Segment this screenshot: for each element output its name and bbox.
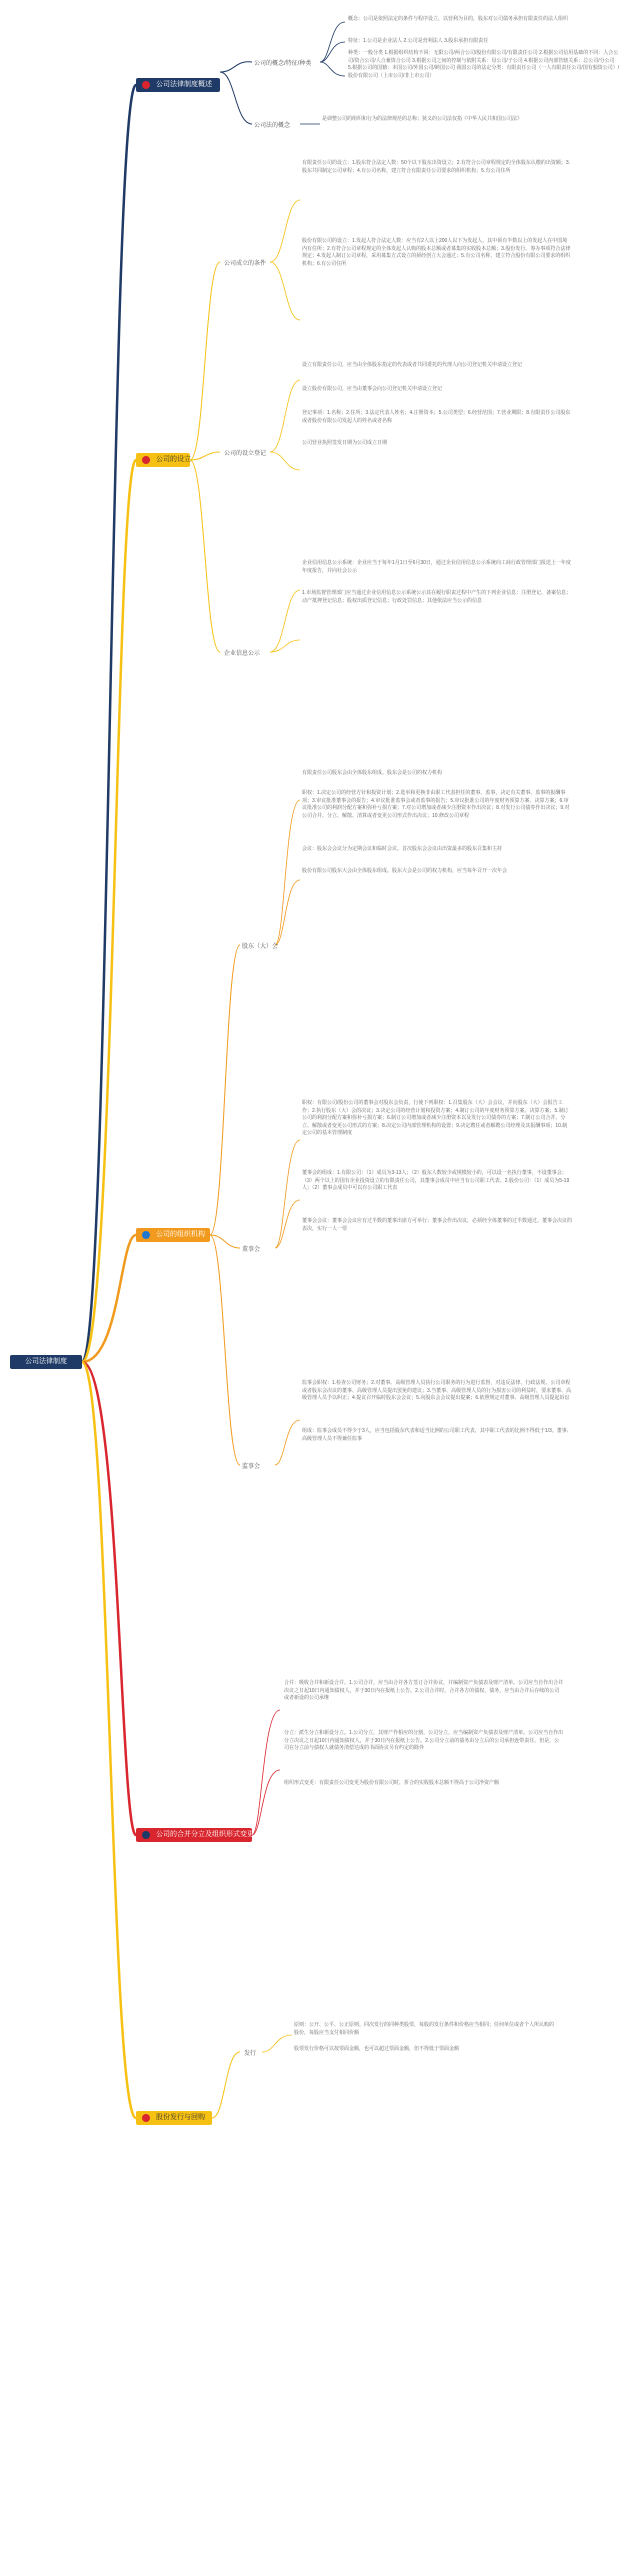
leaf-disclosure-items: 1.市场监督管理部门应当通过企业信用信息公示系统公示其在履行职责过程中产生的下列企业信息：注册登记、备案信息；动产抵押登记信息；股权出质登记信息；行政处罚信息；其他依法应当公示的信息 [302,590,572,604]
leaf-division: 分立：派生分立和新设分立。1.公司分立，其财产作相应的分割。公司分立，应当编制资产负债表及财产清单。公司应当自作出分立决议之日起10日内通知债权人，并于30日内在报纸上公告。2.公司分立前的债务由分立后的公司承担连带责任。但是，公司在分立前与债权人就债务清偿达成的书面协议另有约定的除外 [284,1730,564,1751]
branch-organization[interactable]: 公司的组织机构 [136,1228,210,1242]
leaf-issue-principle: 原则：公开、公平、公正原则。同次发行的同种类股票，每股的发行条件和价格应当相同；任何单位或者个人所认购的股份，每股应当支付相同价额 [294,2022,555,2036]
root-node[interactable]: 公司法律制度 [10,1355,82,1369]
leaf-llc-conditions: 有限责任公司的设立：1.股东符合法定人数：50个以下股东出资设立；2.有符合公司章程规定的全体股东认缴的出资额；3.股东共同制定公司章程；4.有公司名称，建立符合有限责任公司要求的组织机构；5.有公司住所 [302,160,571,174]
leaf-supervisors-composition: 组成：监事会成员不得少于3人，应当包括股东代表和适当比例的公司职工代表，其中职工代表的比例不得低于1/3。董事、高级管理人员不得兼任监事 [302,1428,572,1442]
leaf-concept-definition: 概念：公司是依照法定的条件与程序设立，以营利为目的，股东对公司债务承担有限责任的法人组织 [348,16,569,22]
info-dot-icon [142,2114,150,2122]
sub-node-issue[interactable]: 发行 [244,2051,257,2057]
sub-node-registration[interactable]: 公司的设立登记 [224,451,267,457]
leaf-shareholders-powers: 职权：1.决定公司的经营方针和投资计划；2.选举和更换非由职工代表担任的董事、监事，决定有关董事、监事的报酬事项；3.审议批准董事会的报告；4.审议批准监事会或者监事的报告；5.审议批准公司的年度财务预算方案、决算方案；6.审议批准公司的利润分配方案和弥补亏损方案；7.对公司增加或者减少注册资本作出决议；8.对发行公司债券作出决议；9.对公司合并、分立、解散、清算或者变更公司形式作出决议；10.修改公司章程 [302,790,570,819]
branch-overview[interactable]: 公司法律制度概述 [136,78,220,92]
leaf-form-change: 组织形式变更：有限责任公司变更为股份有限公司时，折合的实收股本总额不得高于公司净资产额 [284,1780,500,1786]
leaf-issue-price: 股票发行价格可以按票面金额，也可以超过票面金额，但不得低于票面金额 [294,2046,460,2052]
info-dot-icon [142,456,150,464]
sub-node-conditions[interactable]: 公司成立的条件 [224,261,267,267]
leaf-supervisors-powers: 监事会职权：1.检查公司财务；2.对董事、高级管理人员执行公司职务的行为进行监督，对违反法律、行政法规、公司章程或者股东会决议的董事、高级管理人员提出罢免的建议；3.当董事、高级管理人员的行为损害公司的利益时，要求董事、高级管理人员予以纠正；4.提议召开临时股东会会议；5.向股东会会议提出提案；6.依照规定对董事、高级管理人员提起诉讼 [302,1380,572,1401]
info-dot-icon [142,1831,150,1839]
leaf-jsc-conditions: 股份有限公司的设立：1.发起人符合法定人数：应当有2人以上200人以下为发起人，其中须有半数以上的发起人在中国境内有住所；2.有符合公司章程规定的全体发起人认购的股本总额或者募集的实收股本总额；3.股份发行、筹办事项符合法律规定；4.发起人制订公司章程，采用募集方式设立的须经创立大会通过；5.有公司名称，建立符合股份有限公司要求的组织机构；6.有公司住所 [302,238,571,267]
leaf-registration-date: 公司营业执照签发日期为公司成立日期 [302,440,388,446]
info-dot-icon [142,1231,150,1239]
sub-node-law[interactable]: 公司法的概念 [254,123,291,129]
leaf-board-composition: 董事会的组成：1.有限公司：（1）成员为3-13人；（2）股东人数较少或规模较小的，可以设一名执行董事，不设董事会；（3）两个以上的国有企业投资设立的有限责任公司，其董事会成员中应当有公司职工代表。2.股份公司：（1）成员为5-19人；（2）董事会成员中可以有公司职工代表 [302,1170,570,1191]
sub-node-shareholders[interactable]: 股东（大）会 [242,944,279,950]
branch-shares[interactable]: 股份发行与回购 [136,2111,212,2125]
leaf-board-meetings: 董事会会议：董事会会议应有过半数的董事出席方可举行；董事会作出决议，必须经全体董事的过半数通过。董事会决议的表决，实行一人一票 [302,1218,573,1232]
leaf-disclosure-annual: 企业信用信息公示系统：企业应当于每年1月1日至6月30日，通过企业信用信息公示系统向工商行政管理部门报送上一年度年度报告，并向社会公示 [302,560,571,574]
leaf-registration-items: 登记事项：1.名称；2.住所；3.法定代表人姓名；4.注册资本；5.公司类型；6.经营范围；7.营业期限；8.有限责任公司股东或者股份有限公司发起人的姓名或者名称 [302,410,571,424]
leaf-merger: 合并：吸收合并和新设合并。1.公司合并，应当由合并各方签订合并协议，并编制资产负债表及财产清单。公司应当自作出合并决议之日起10日内通知债权人，并于30日内在报纸上公告。2.公司合并时，合并各方的债权、债务，应当由合并后存续的公司或者新设的公司承继 [284,1680,564,1701]
leaf-registration-llc: 设立有限责任公司，应当由全体股东指定的代表或者共同委托的代理人向公司登记机关申请设立登记 [302,362,523,368]
leaf-shareholders-body: 有限责任公司股东会由全体股东组成。股东会是公司的权力机构 [302,770,443,776]
leaf-concept-types: 种类：一般分类 1.根据组织结构不同：无限公司/两合公司/股份有限公司/有限责任公司 2.根据公司信用基础的不同：人合公司/资合公司/人合兼资合公司 3.根据公司之间的控制与依附关系：母公司/子公司 4.根据公司内部管辖关系：总公司/分公司 5.根据公司的国籍：本国公司/外国公司/跨国公司 我国公司的法定分类：有限责任公司（一人有限责任公司/国有独资公司）/股份有限公司（上市公司/非上市公司） [348,50,620,79]
leaf-law-definition: 是调整公司的组织和行为的法律规范的总称；狭义的公司法仅指《中华人民共和国公司法》 [322,116,523,122]
sub-node-board[interactable]: 董事会 [242,1247,261,1253]
sub-node-concept[interactable]: 公司的概念/特征/种类 [254,61,312,67]
branch-merger[interactable]: 公司的合并分立及组织形式变更 [136,1828,252,1842]
leaf-concept-features: 特征：1.公司是企业法人 2.公司是营利法人 3.股东承担有限责任 [348,38,489,44]
info-dot-icon [142,81,150,89]
leaf-board-powers: 职权：有限公司/股份公司的董事会对股东会负责，行使下列职权：1.召集股东（大）会会议，并向股东（大）会报告工作；2.执行股东（大）会的决议；3.决定公司的经营计划和投资方案；4.制订公司的年度财务预算方案、决算方案；5.制订公司的利润分配方案和弥补亏损方案；6.制订公司增加或者减少注册资本以及发行公司债券的方案；7.制订公司合并、分立、解散或者变更公司形式的方案；8.决定公司内部管理机构的设置；9.决定聘任或者解聘公司经理及其报酬事项；10.制定公司的基本管理制度 [302,1100,569,1136]
leaf-shareholders-jsc: 股份有限公司股东大会由全体股东组成。股东大会是公司的权力机构，应当每年召开一次年会 [302,868,508,874]
branch-establishment[interactable]: 公司的设立 [136,453,190,467]
sub-node-disclosure[interactable]: 企业信息公示 [224,651,261,657]
sub-node-supervisors[interactable]: 监事会 [242,1464,261,1470]
leaf-registration-jsc: 设立股份有限公司，应当由董事会向公司登记机关申请设立登记 [302,386,443,392]
leaf-shareholders-meetings: 会议：股东会会议分为定期会议和临时会议。首次股东会会议由出资最多的股东召集和主持 [302,846,503,852]
